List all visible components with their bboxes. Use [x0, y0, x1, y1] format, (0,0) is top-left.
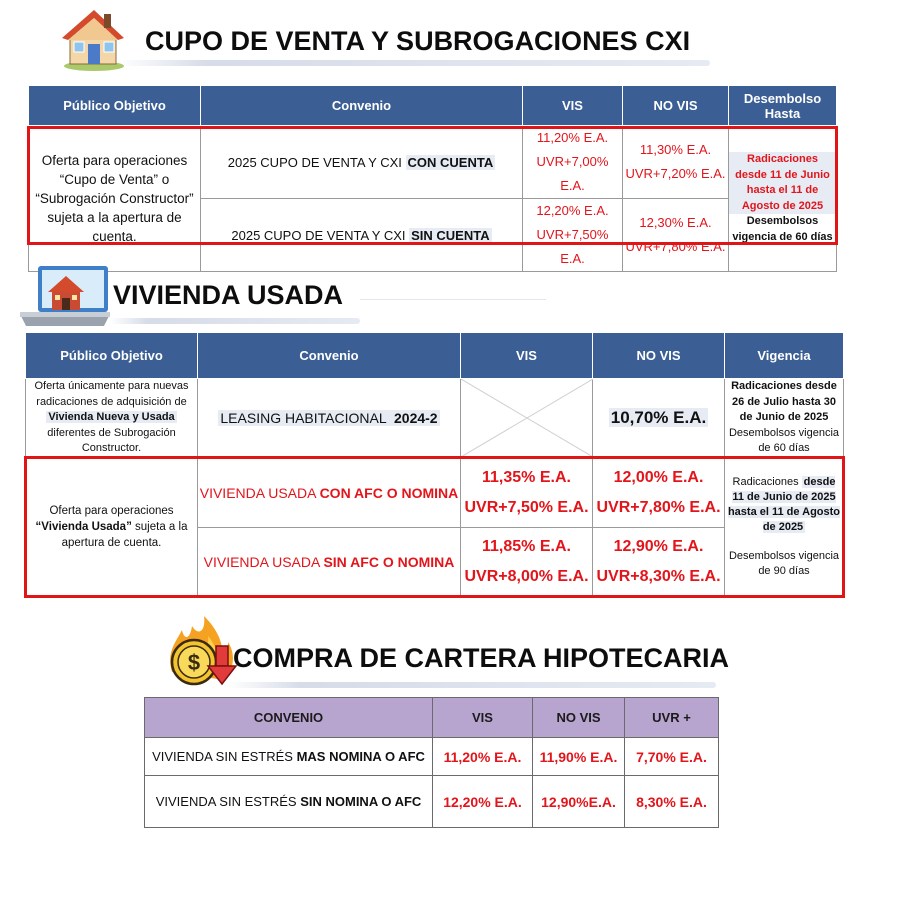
header-vis: VIS: [523, 86, 623, 126]
convenio-prefix: VIVIENDA SIN ESTRÉS: [152, 749, 297, 764]
convenio-bold: SIN AFC O NOMINA: [323, 553, 455, 570]
vis-empty-cell: [461, 379, 593, 458]
vis-rate: 11,85% E.A.: [482, 537, 571, 555]
header-vis: VIS: [461, 333, 593, 379]
publico-text-a: Oferta para operaciones: [49, 504, 174, 517]
title-underline: [118, 60, 710, 66]
novis-rate: 12,30% E.A.: [639, 215, 712, 230]
uvr-rate-cell: 8,30% E.A.: [625, 776, 719, 828]
vis-rate: 11,20% E.A.: [536, 130, 609, 145]
vis-uvr-rate: UVR+8,00% E.A.: [464, 567, 589, 585]
novis-rate-cell: 11,90% E.A.: [533, 738, 625, 776]
highlight-box: [24, 456, 845, 598]
convenio-bold: CON AFC O NOMINA: [319, 484, 459, 501]
header-no-vis: NO VIS: [533, 698, 625, 738]
vigencia-text-a: Radicaciones: [732, 475, 802, 488]
novis-rate: 12,00% E.A.: [613, 468, 704, 486]
convenio-bold: CON CUENTA: [407, 154, 494, 170]
convenio-cell: [198, 379, 461, 458]
novis-rate: 12,90% E.A.: [613, 537, 704, 555]
title-underline: [228, 682, 716, 688]
header-convenio: Convenio: [198, 333, 461, 379]
compra-cartera-table: [144, 697, 719, 828]
publico-text-c: diferentes de Subrogación Constructor.: [47, 426, 176, 455]
section-title-cupo-venta: CUPO DE VENTA Y SUBROGACIONES CXI: [145, 26, 691, 56]
section-title-compra-cartera: COMPRA DE CARTERA HIPOTECARIA: [233, 643, 730, 673]
convenio-bold: MAS NOMINA O AFC: [296, 749, 425, 764]
header-convenio: CONVENIO: [145, 698, 433, 738]
convenio-bold: SIN NOMINA O AFC: [300, 794, 422, 809]
vis-rate-cell: 12,20% E.A.: [433, 776, 533, 828]
vis-uvr-rate: UVR+7,00% E.A.: [536, 154, 609, 193]
convenio-prefix: VIVIENDA USADA: [199, 484, 320, 501]
novis-rate: 10,70% E.A.: [610, 408, 707, 427]
convenio-bold: 2024-2: [394, 410, 438, 426]
novis-uvr-rate: UVR+7,80% E.A.: [625, 239, 726, 254]
vis-rate: 11,35% E.A.: [482, 468, 571, 486]
header-no-vis: NO VIS: [623, 86, 729, 126]
novis-rate-cell: [593, 379, 725, 458]
novis-rate: 11,30% E.A.: [639, 142, 712, 157]
vis-rate-cell: 11,20% E.A.: [433, 738, 533, 776]
vigencia-desembolsos: Desembolsos vigencia de 60 días: [728, 426, 840, 455]
publico-text-c: sujeta a la apertura de cuenta.: [61, 520, 188, 549]
convenio-cell: [145, 738, 433, 776]
desembolso-vigencia: Desembolsos vigencia de 60 días: [732, 215, 833, 243]
convenio-prefix: VIVIENDA USADA: [203, 553, 324, 570]
header-vigencia: Vigencia: [725, 333, 844, 379]
header-publico: Público Objetivo: [29, 86, 201, 126]
empty-cross: [461, 379, 593, 457]
desembolso-radicaciones: Radicaciones desde 11 de Junio hasta el 11 de Agosto de 2025: [729, 152, 836, 214]
header-convenio: Convenio: [201, 86, 523, 126]
header-no-vis: NO VIS: [593, 333, 725, 379]
vigencia-cell: [725, 379, 844, 458]
uvr-rate-cell: 7,70% E.A.: [625, 738, 719, 776]
novis-uvr-rate: UVR+7,80% E.A.: [596, 498, 721, 516]
laptop-house-icon: [20, 262, 112, 330]
publico-text-a: Oferta únicamente para nuevas radicaciones de adquisición de: [34, 380, 189, 408]
title-underline: [110, 318, 360, 324]
header-publico: Público Objetivo: [26, 333, 198, 379]
publico-text-b: Vivienda Nueva y Usada: [48, 411, 175, 424]
highlight-box: [27, 126, 838, 245]
vigencia-text-b: desde 11 de Junio de 2025 hasta el 11 de Agosto de 2025: [727, 475, 841, 533]
header-vis: VIS: [433, 698, 533, 738]
vis-uvr-rate: UVR+7,50% E.A.: [464, 498, 589, 516]
header-uvr: UVR +: [625, 698, 719, 738]
novis-uvr-rate: UVR+8,30% E.A.: [596, 567, 721, 585]
convenio-cell: [145, 776, 433, 828]
section-title-vivienda-usada: VIVIENDA USADA: [113, 280, 344, 310]
vigencia-desembolsos: Desembolsos vigencia de 90 días: [728, 549, 840, 577]
vigencia-radicaciones: Radicaciones desde 26 de Julio hasta 30 de Junio de 2025: [731, 380, 837, 424]
novis-rate-cell: 12,90%E.A.: [533, 776, 625, 828]
convenio-prefix: VIVIENDA SIN ESTRÉS: [155, 794, 301, 809]
publico-cell: [26, 379, 198, 458]
svg-text:$: $: [187, 650, 201, 675]
publico-text: Oferta para operaciones “Cupo de Venta” o “Subrogación Constructor” sujeta a la apertura de cuenta.: [35, 153, 194, 244]
vis-rate: 12,20% E.A.: [536, 203, 609, 218]
convenio-bold: SIN CUENTA: [411, 227, 490, 243]
convenio-prefix: LEASING HABITACIONAL: [220, 410, 390, 426]
title-underline-thin: [360, 299, 546, 300]
header-desembolso: Desembolso Hasta: [729, 86, 837, 126]
novis-uvr-rate: UVR+7,20% E.A.: [625, 166, 726, 181]
convenio-prefix: 2025 CUPO DE VENTA Y CXI: [231, 227, 410, 243]
convenio-prefix: 2025 CUPO DE VENTA Y CXI: [227, 154, 406, 170]
publico-text-b: “Vivienda Usada”: [35, 520, 132, 533]
dollar-coin-fire-icon: [162, 612, 244, 692]
vis-uvr-rate: UVR+7,50% E.A.: [536, 227, 609, 266]
